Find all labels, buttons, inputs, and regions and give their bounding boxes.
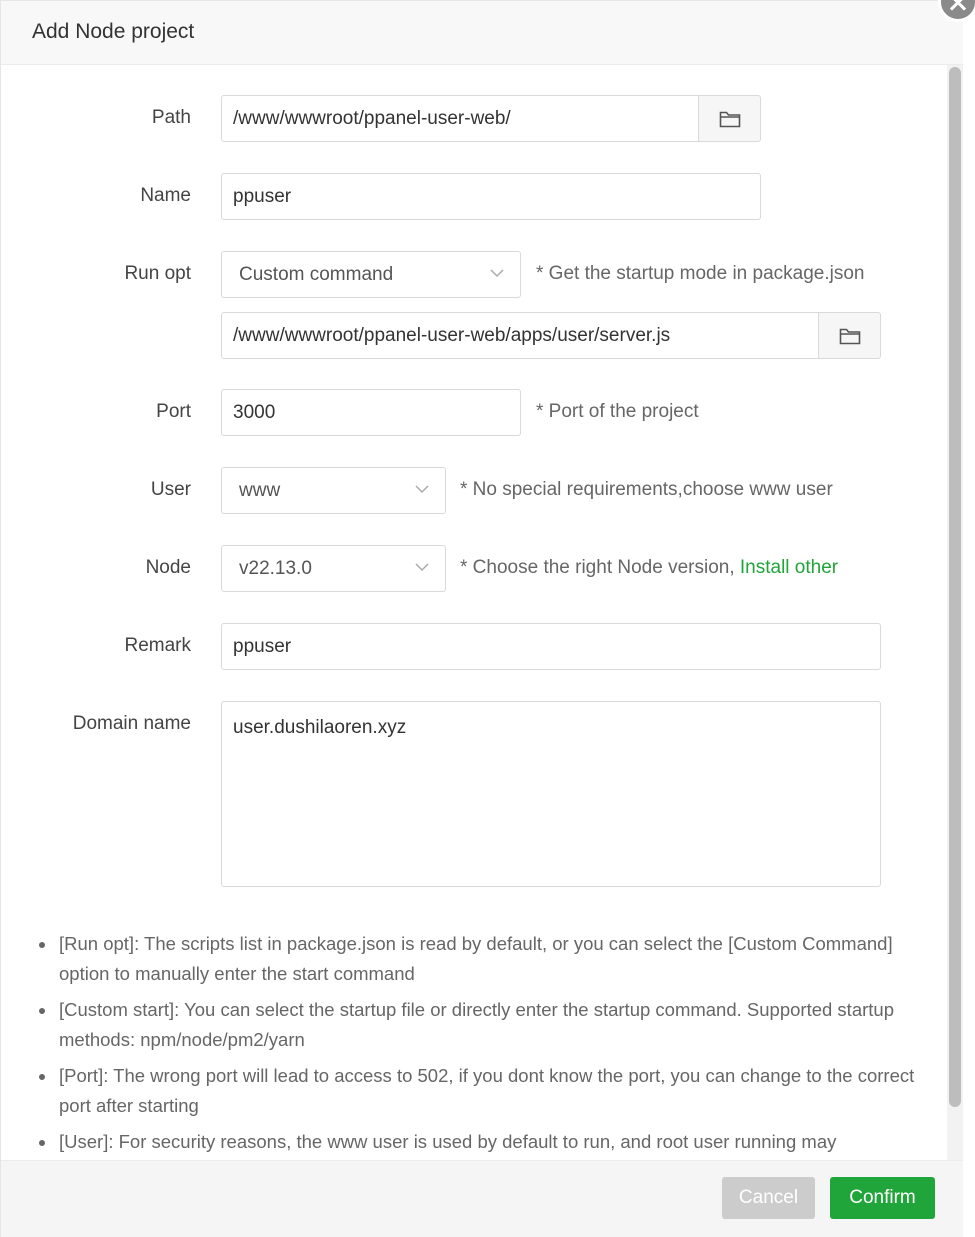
node-version-select[interactable] (221, 545, 446, 592)
run-opt-selected: Custom command (239, 263, 394, 285)
vertical-scrollbar[interactable] (947, 65, 963, 1160)
folder-icon (719, 110, 741, 128)
dialog-title: Add Node project (32, 20, 195, 43)
user-selected: www (239, 479, 281, 501)
help-notes-list (39, 929, 919, 1160)
user-hint: * No special requirements,choose www user (460, 479, 833, 500)
remark-label: Remark (124, 635, 191, 656)
path-input[interactable]: /www/wwwroot/ppanel-user-web/ (221, 95, 699, 142)
name-label: Name (140, 185, 191, 206)
domain-name-label: Domain name (72, 713, 191, 734)
domain-name-textarea[interactable]: user.dushilaoren.xyz (221, 701, 881, 887)
chevron-down-icon (415, 485, 429, 494)
run-opt-select[interactable] (221, 251, 521, 298)
cancel-button[interactable]: Cancel (722, 1177, 815, 1219)
scrollbar-thumb[interactable] (949, 67, 961, 1107)
run-opt-label: Run opt (124, 263, 191, 284)
name-input[interactable]: ppuser (221, 173, 761, 220)
dialog-body (1, 66, 947, 1160)
path-label: Path (151, 107, 191, 128)
help-note: [Custom start]: You can select the startup file or directly enter the startup command. Supported startup methods: npm/node/pm2/yarn (39, 995, 919, 1055)
remark-input[interactable]: ppuser (221, 623, 881, 670)
confirm-button[interactable]: Confirm (830, 1177, 935, 1219)
dialog-header (1, 1, 963, 65)
node-hint-text: * Choose the right Node version, (460, 557, 735, 578)
command-browse-button[interactable] (818, 312, 881, 359)
port-label: Port (156, 401, 191, 422)
chevron-down-icon (415, 563, 429, 572)
user-select[interactable] (221, 467, 446, 514)
node-hint (460, 557, 838, 579)
run-opt-hint: * Get the startup mode in package.json (536, 263, 865, 284)
help-note: [User]: For security reasons, the www user is used by default to run, and root user running may (39, 1127, 919, 1157)
run-command-input[interactable]: /www/wwwroot/ppanel-user-web/apps/user/server.js (221, 312, 819, 359)
chevron-down-icon (490, 269, 504, 278)
node-version-selected: v22.13.0 (239, 557, 312, 579)
user-label: User (150, 479, 191, 500)
port-hint: * Port of the project (536, 401, 699, 422)
help-note: [Run opt]: The scripts list in package.json is read by default, or you can select the [Custom Command] option to manually enter the start command (39, 929, 919, 989)
node-label: Node (145, 557, 191, 578)
path-browse-button[interactable] (698, 95, 761, 142)
help-note: [Port]: The wrong port will lead to access to 502, if you dont know the port, you can change to the correct port after starting (39, 1061, 919, 1121)
folder-icon (839, 327, 861, 345)
install-other-link[interactable]: Install other (739, 557, 839, 578)
port-input[interactable]: 3000 (221, 389, 521, 436)
dialog-footer (1, 1160, 963, 1237)
